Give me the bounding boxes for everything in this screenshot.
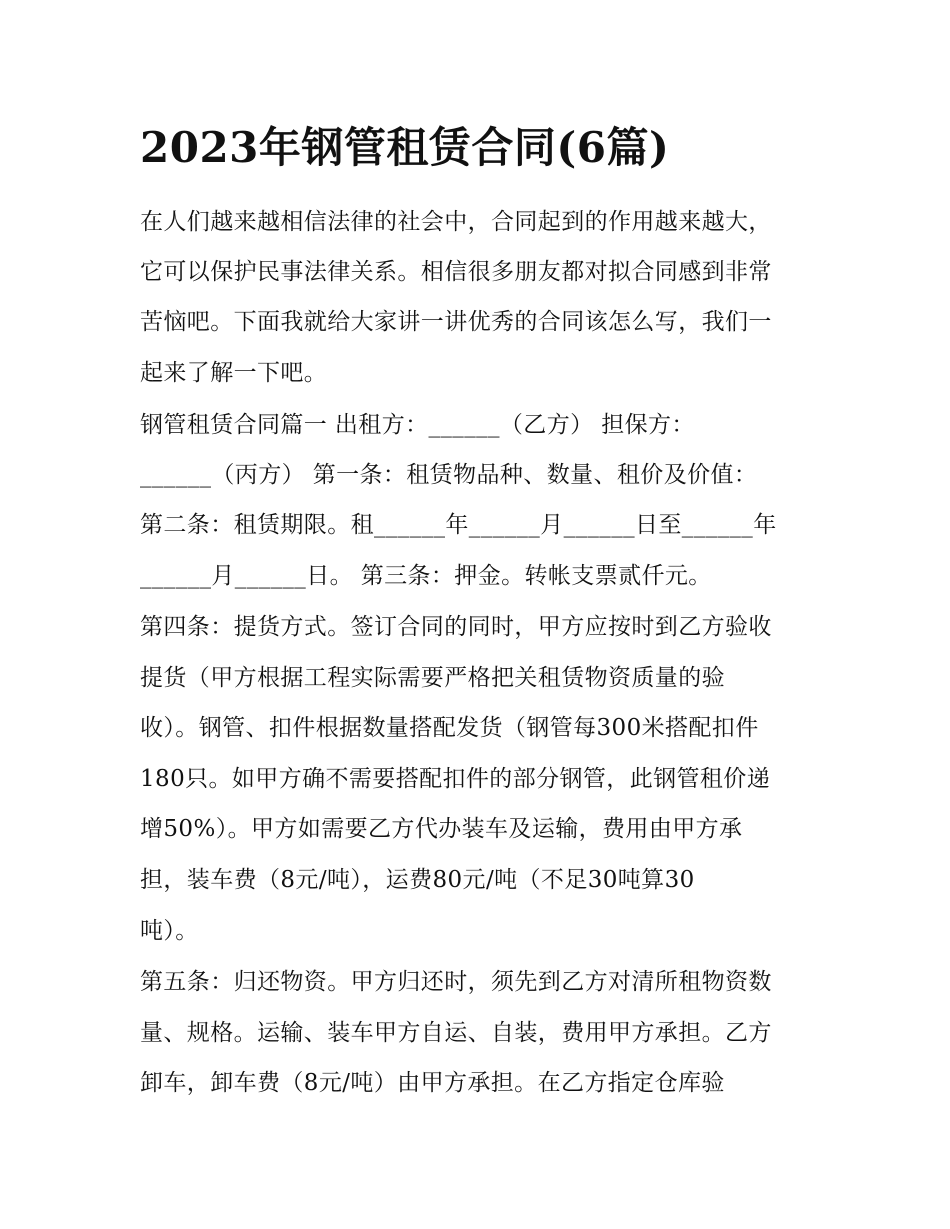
paragraph-line: ______（丙方） 第一条：租赁物品种、数量、租价及价值： [140, 462, 758, 488]
paragraph-line: 第四条：提货方式。签订合同的同时，甲方应按时到乙方验收 [140, 614, 772, 640]
paragraph-line: 卸车，卸车费（8元/吨）由甲方承担。在乙方指定仓库验 [140, 1070, 725, 1096]
paragraph-line: 第五条：归还物资。甲方归还时，须先到乙方对清所租物资数 [140, 969, 772, 995]
paragraph-line: 担，装车费（8元/吨），运费80元/吨（不足30吨算30 [140, 867, 695, 893]
paragraph-line: 提货（甲方根据工程实际需要严格把关租赁物资质量的验 [140, 665, 725, 691]
paragraph-line: 钢管租赁合同篇一 出租方：______（乙方） 担保方： [140, 412, 695, 438]
paragraph-line: 苦恼吧。下面我就给大家讲一讲优秀的合同该怎么写，我们一 [140, 309, 772, 335]
paragraph-line: 起来了解一下吧。 [140, 360, 328, 386]
paragraph-line: 第二条：租赁期限。租______年______月______日至______年 [140, 512, 777, 538]
document-title: 2023年钢管租赁合同(6篇) [140, 123, 670, 172]
paragraph-line: 在人们越来越相信法律的社会中，合同起到的作用越来越大， [140, 209, 772, 235]
paragraph-line: ______月______日。 第三条：押金。转帐支票贰仟元。 [140, 563, 712, 589]
paragraph-line: 增50%）。甲方如需要乙方代办装车及运输，费用由甲方承 [140, 816, 743, 842]
paragraph-line: 收）。钢管、扣件根据数量搭配发货（钢管每300米搭配扣件 [140, 715, 759, 741]
paragraph-line: 它可以保护民事法律关系。相信很多朋友都对拟合同感到非常 [140, 259, 772, 285]
paragraph-line: 吨）。 [140, 918, 199, 944]
paragraph-line: 180只。如甲方确不需要搭配扣件的部分钢管，此钢管租价递 [140, 766, 771, 792]
paragraph-line: 量、规格。运输、装车甲方自运、自装，费用甲方承担。乙方 [140, 1020, 772, 1046]
